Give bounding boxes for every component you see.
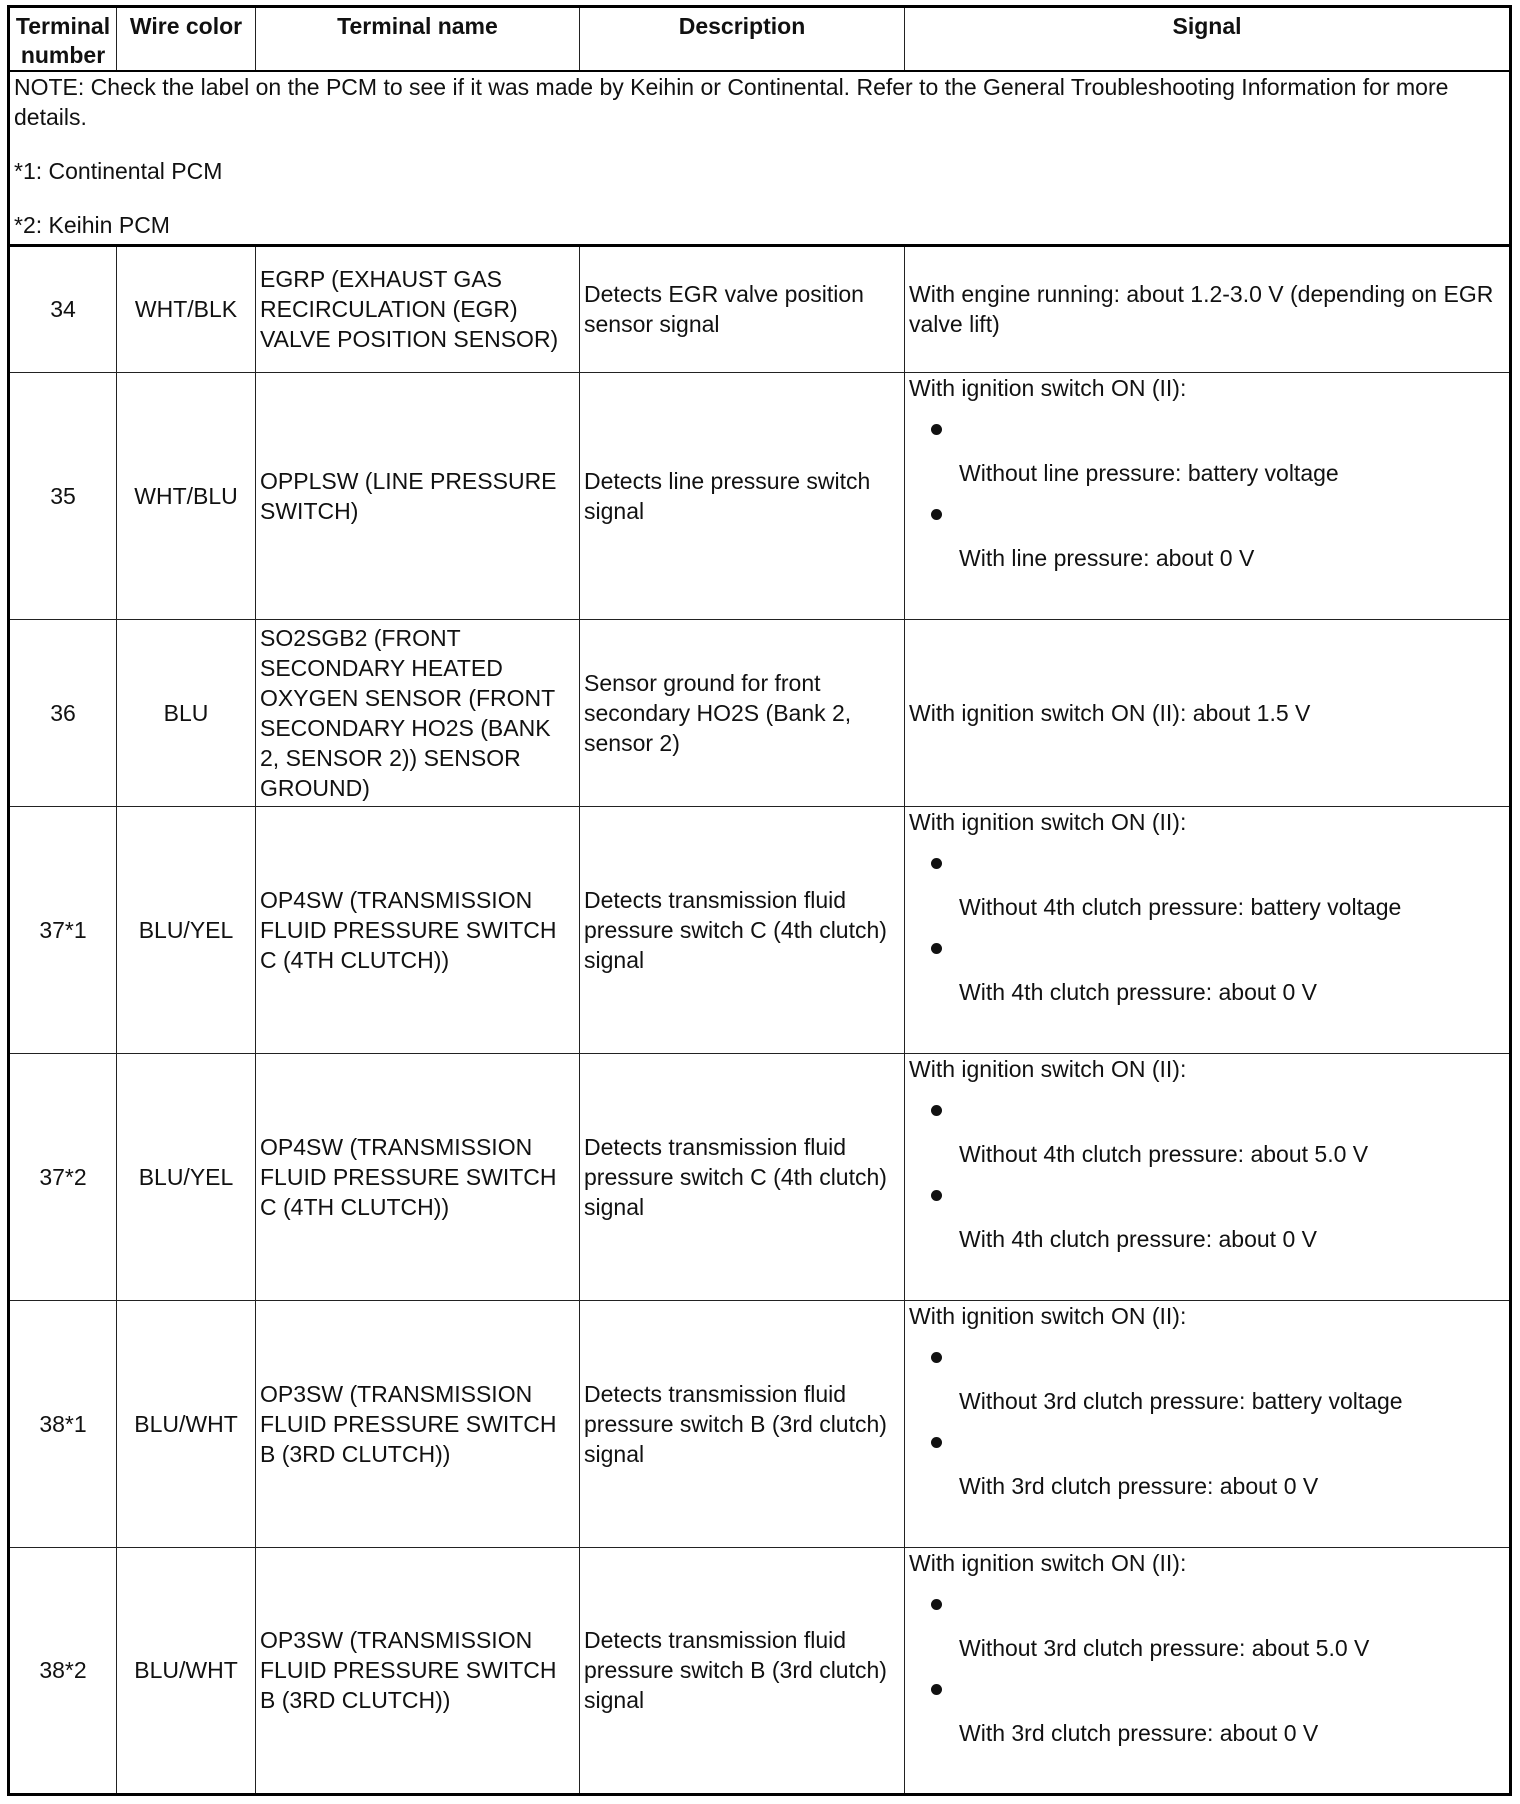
bullet-row [909,1331,1505,1381]
bullet-icon [931,1599,942,1610]
signal-intro: With ignition switch ON (II): [909,1055,1187,1082]
table-row [9,245,1511,372]
terminal-number: 38*1 [9,1300,117,1547]
bullet-row [909,403,1505,453]
terminal-number: 36 [9,619,117,806]
signal-intro: With ignition switch ON (II): [909,808,1187,835]
description: Sensor ground for front secondary HO2S (Bank 2, sensor 2) [580,619,905,806]
signal-intro: With ignition switch ON (II): [909,374,1187,401]
terminal-name: SO2SGB2 (FRONT SECONDARY HEATED OXYGEN SENSOR (FRONT SECONDARY HO2S (BANK 2, SENSOR 2)) SENSOR GROUND) [256,619,580,806]
signal-bullet: Without 3rd clutch pressure: about 5.0 V [959,1634,1370,1661]
description: Detects line pressure switch signal [580,372,905,619]
signal [905,1547,1511,1794]
description: Detects transmission fluid pressure switch B (3rd clutch) signal [580,1547,905,1794]
terminal-number: 34 [9,245,117,372]
bullet-row [909,1578,1505,1628]
table-row [9,372,1511,619]
signal [905,1300,1511,1547]
signal-bullet: Without 4th clutch pressure: battery voltage [959,893,1402,920]
table-row [9,619,1511,806]
wire-color: WHT/BLK [117,245,256,372]
bullet-icon [931,1352,942,1363]
bullet-icon [931,1437,942,1448]
terminal-number: 37*1 [9,806,117,1053]
bullet-row [909,1663,1505,1713]
description: Detects transmission fluid pressure switch C (4th clutch) signal [580,806,905,1053]
header-terminal-name: Terminal name [256,7,580,72]
signal-bullet: With 4th clutch pressure: about 0 V [959,978,1317,1005]
wire-color: BLU/YEL [117,1053,256,1300]
signal-bullet: With line pressure: about 0 V [959,544,1255,571]
note-cell [9,71,1511,245]
signal-bullet: Without 4th clutch pressure: about 5.0 V [959,1140,1369,1167]
footnote-keihin: *2: Keihin PCM [14,212,170,238]
wire-color: BLU [117,619,256,806]
bullet-row [909,1084,1505,1134]
bullet-icon [931,858,942,869]
terminal-name: OPPLSW (LINE PRESSURE SWITCH) [256,372,580,619]
signal-bullet: Without 3rd clutch pressure: battery voltage [959,1387,1403,1414]
bullet-icon [931,424,942,435]
wire-color: WHT/BLU [117,372,256,619]
terminal-name: EGRP (EXHAUST GAS RECIRCULATION (EGR) VALVE POSITION SENSOR) [256,245,580,372]
bullet-row [909,837,1505,887]
note-row [9,71,1511,245]
terminal-number: 37*2 [9,1053,117,1300]
terminal-name: OP3SW (TRANSMISSION FLUID PRESSURE SWITCH B (3RD CLUTCH)) [256,1300,580,1547]
header-terminal-number: Terminal number [9,7,117,72]
bullet-icon [931,1684,942,1695]
signal [905,1053,1511,1300]
wire-color: BLU/WHT [117,1547,256,1794]
signal-bullet: With 3rd clutch pressure: about 0 V [959,1472,1319,1499]
signal [905,372,1511,619]
signal [905,806,1511,1053]
signal-intro: With ignition switch ON (II): [909,1302,1187,1329]
terminal-name: OP4SW (TRANSMISSION FLUID PRESSURE SWITCH C (4TH CLUTCH)) [256,1053,580,1300]
bullet-row [909,1169,1505,1219]
terminal-name: OP3SW (TRANSMISSION FLUID PRESSURE SWITCH B (3RD CLUTCH)) [256,1547,580,1794]
description: Detects transmission fluid pressure switch B (3rd clutch) signal [580,1300,905,1547]
description: Detects EGR valve position sensor signal [580,245,905,372]
signal: With engine running: about 1.2-3.0 V (depending on EGR valve lift) [905,245,1511,372]
note-text: NOTE: Check the label on the PCM to see if it was made by Keihin or Continental. Refer to the General Troubleshooting Information for more details. [14,74,1449,130]
signal-bullet: Without line pressure: battery voltage [959,459,1339,486]
terminal-number: 35 [9,372,117,619]
bullet-icon [931,1190,942,1201]
header-description: Description [580,7,905,72]
signal-intro: With ignition switch ON (II): [909,1549,1187,1576]
table-row [9,1053,1511,1300]
bullet-row [909,488,1505,538]
table-row [9,1300,1511,1547]
terminal-name: OP4SW (TRANSMISSION FLUID PRESSURE SWITCH C (4TH CLUTCH)) [256,806,580,1053]
footnote-continental: *1: Continental PCM [14,158,223,184]
signal-bullet: With 3rd clutch pressure: about 0 V [959,1719,1319,1746]
wire-color: BLU/WHT [117,1300,256,1547]
bullet-icon [931,1105,942,1116]
signal-bullet: With 4th clutch pressure: about 0 V [959,1225,1317,1252]
header-wire-color: Wire color [117,7,256,72]
bullet-row [909,1416,1505,1466]
wire-color: BLU/YEL [117,806,256,1053]
table-row [9,1547,1511,1794]
description: Detects transmission fluid pressure switch C (4th clutch) signal [580,1053,905,1300]
terminal-table [7,5,1512,1796]
table-row [9,806,1511,1053]
signal: With ignition switch ON (II): about 1.5 V [905,619,1511,806]
bullet-icon [931,509,942,520]
bullet-icon [931,943,942,954]
terminal-number: 38*2 [9,1547,117,1794]
bullet-row [909,922,1505,972]
header-row [9,7,1511,72]
header-signal: Signal [905,7,1511,72]
